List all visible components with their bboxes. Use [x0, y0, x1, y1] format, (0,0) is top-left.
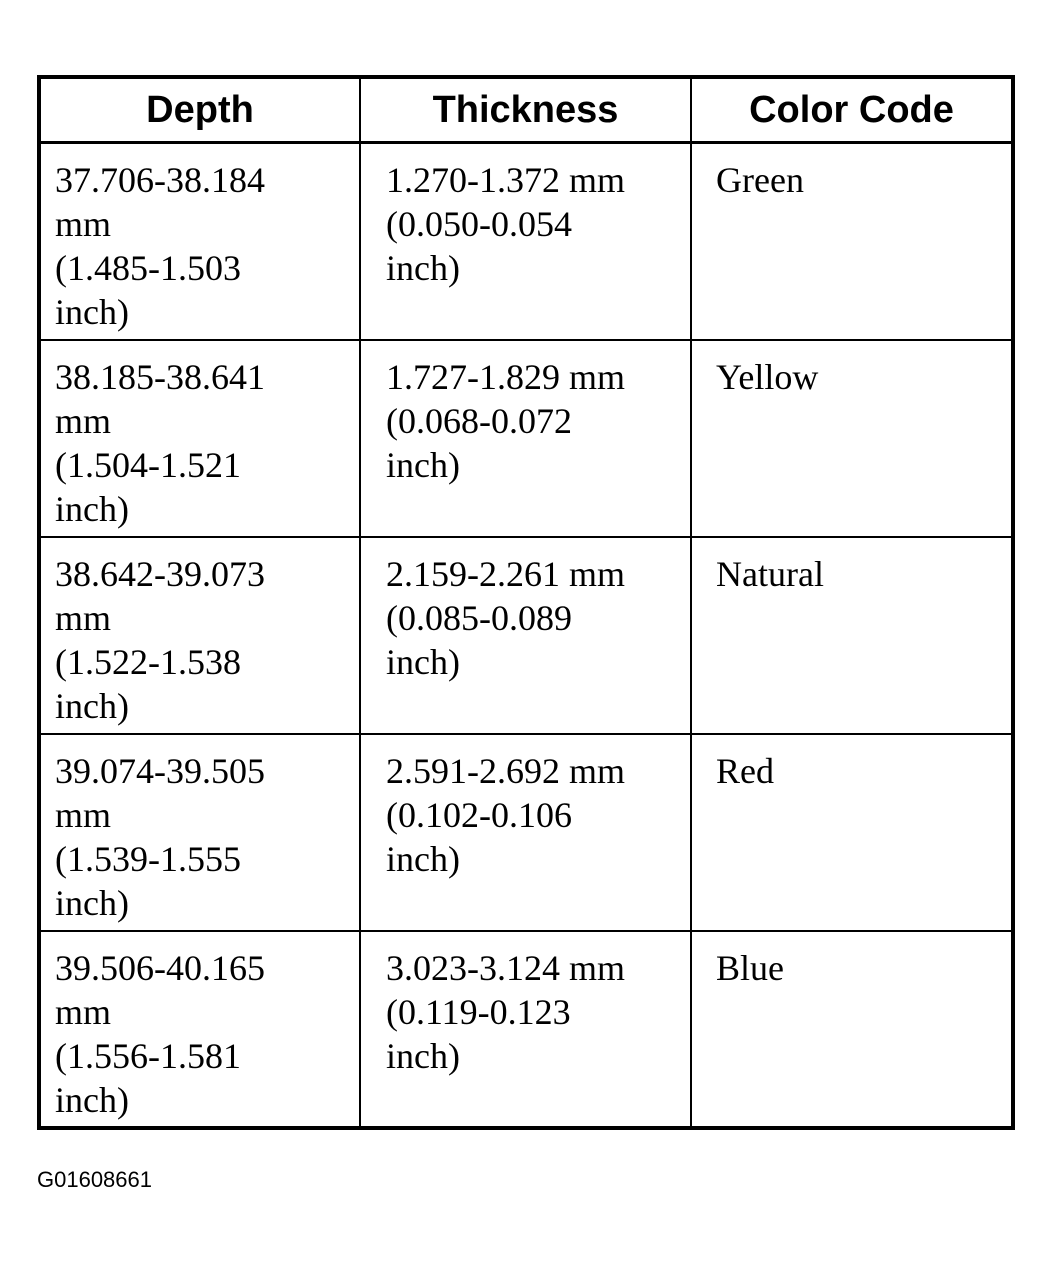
figure-id: G01608661	[37, 1167, 152, 1192]
color-code-cell: Green	[691, 143, 1013, 340]
spec-table	[37, 75, 1015, 1130]
thickness-inch-unit: inch)	[386, 838, 460, 879]
depth-cell	[39, 537, 360, 734]
depth-inch-unit: inch)	[55, 1079, 129, 1120]
table-row	[39, 143, 1013, 340]
depth-cell	[39, 143, 360, 340]
thickness-cell	[360, 931, 691, 1128]
depth-inch-unit: inch)	[55, 292, 129, 332]
depth-inch-unit: inch)	[55, 685, 129, 726]
depth-inch-unit: inch)	[55, 882, 129, 923]
depth-inch-range: (1.539-1.555	[55, 838, 241, 879]
depth-mm-unit: mm	[55, 400, 112, 441]
thickness-inch-range: (0.102-0.106	[386, 794, 572, 835]
thickness-inch-range: (0.119-0.123	[386, 991, 571, 1032]
table-row	[39, 734, 1013, 931]
depth-cell	[39, 340, 360, 537]
thickness-cell	[360, 143, 691, 340]
thickness-inch-range: (0.068-0.072	[386, 400, 572, 441]
thickness-inch-range: (0.085-0.089	[386, 597, 572, 638]
depth-inch-range: (1.556-1.581	[55, 1035, 241, 1076]
header-depth: Depth	[39, 77, 360, 143]
table-row	[39, 931, 1013, 1128]
color-code-cell: Red	[691, 734, 1013, 931]
thickness-cell	[360, 340, 691, 537]
depth-inch-range: (1.522-1.538	[55, 641, 241, 682]
header-thickness: Thickness	[360, 77, 691, 143]
thickness-cell	[360, 734, 691, 931]
thickness-mm: 3.023-3.124 mm	[386, 947, 625, 988]
header-row	[39, 77, 1013, 143]
depth-mm-range: 39.506-40.165	[55, 947, 265, 988]
depth-cell	[39, 734, 360, 931]
thickness-inch-unit: inch)	[386, 444, 460, 485]
thickness-mm: 2.591-2.692 mm	[386, 750, 625, 791]
thickness-cell	[360, 537, 691, 734]
thickness-inch-range: (0.050-0.054	[386, 204, 572, 244]
depth-mm-range: 38.642-39.073	[55, 553, 265, 594]
depth-mm-unit: mm	[55, 794, 112, 835]
table-row	[39, 537, 1013, 734]
thickness-inch-unit: inch)	[386, 641, 460, 682]
depth-mm-unit: mm	[55, 204, 112, 244]
color-code-cell: Yellow	[691, 340, 1013, 537]
thickness-mm: 1.270-1.372 mm	[386, 160, 625, 200]
depth-cell	[39, 931, 360, 1128]
thickness-inch-unit: inch)	[386, 248, 460, 288]
depth-mm-unit: mm	[55, 597, 112, 638]
depth-inch-unit: inch)	[55, 488, 129, 529]
thickness-mm: 1.727-1.829 mm	[386, 356, 625, 397]
color-code-cell: Blue	[691, 931, 1013, 1128]
depth-mm-range: 39.074-39.505	[55, 750, 265, 791]
color-code-cell: Natural	[691, 537, 1013, 734]
depth-mm-unit: mm	[55, 991, 112, 1032]
depth-mm-range: 37.706-38.184	[55, 160, 265, 200]
header-color-code: Color Code	[691, 77, 1013, 143]
thickness-inch-unit: inch)	[386, 1035, 460, 1076]
thickness-mm: 2.159-2.261 mm	[386, 553, 625, 594]
table-row	[39, 340, 1013, 537]
depth-inch-range: (1.504-1.521	[55, 444, 241, 485]
depth-inch-range: (1.485-1.503	[55, 248, 241, 288]
depth-mm-range: 38.185-38.641	[55, 356, 265, 397]
